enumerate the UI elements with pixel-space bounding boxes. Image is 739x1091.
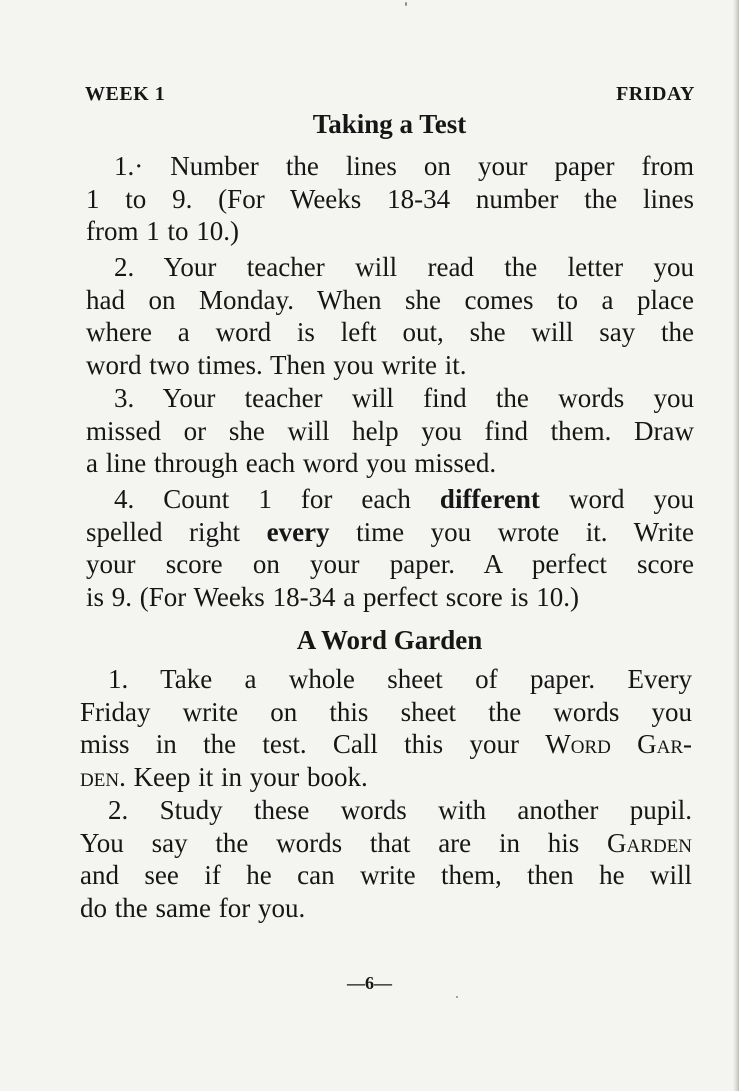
text-line: a line through each word you missed. — [86, 448, 497, 479]
text-line: 1.· Number the lines on your paper from — [114, 151, 694, 181]
header-day: FRIDAY — [616, 83, 695, 105]
section-title-taking-a-test: Taking a Test — [312, 109, 467, 139]
text-line: 1 to 9. (For Weeks 18-34 number the lines — [86, 183, 694, 214]
text-line: is 9. (For Weeks 18-34 a perfect score is 10.) — [86, 581, 579, 612]
paragraph-6 — [80, 794, 692, 924]
text-line: had on Monday. When she comes to a place — [86, 284, 694, 315]
small-caps-word-garden: Word Gar- — [545, 729, 693, 760]
header-week: WEEK 1 — [85, 83, 166, 105]
print-speck — [456, 996, 458, 998]
small-caps-garden: Garden — [607, 827, 692, 858]
page-edge-shadow — [733, 0, 739, 1091]
page-number: —6— — [347, 973, 392, 993]
text-line — [80, 827, 692, 860]
text-run: 4. Count 1 for each — [114, 484, 440, 514]
text-run: . Keep it in your book. — [119, 761, 368, 792]
bold-word-different: different — [439, 484, 540, 514]
text-line — [80, 728, 692, 761]
text-line: 2. Your teacher will read the letter you — [114, 252, 694, 282]
section-title-word-garden: A Word Garden — [296, 625, 483, 655]
text-line: Friday write on this sheet the words you — [80, 696, 692, 727]
text-run: time you wrote it. Write — [329, 516, 694, 547]
text-line — [86, 483, 694, 516]
text-line: missed or she will help you find them. Draw — [86, 415, 694, 446]
print-speck — [405, 2, 407, 6]
paragraph-4 — [86, 483, 694, 613]
text-line: word two times. Then you write it. — [86, 349, 467, 380]
text-line — [86, 516, 694, 549]
bold-word-every: every — [266, 516, 330, 547]
text-line — [80, 761, 692, 794]
paragraph-2 — [86, 251, 694, 381]
text-line: 1. Take a whole sheet of paper. Every — [108, 664, 692, 694]
text-line: do the same for you. — [80, 892, 306, 923]
text-line: where a word is left out, she will say the — [86, 317, 694, 348]
paragraph-3 — [86, 382, 694, 480]
text-line: from 1 to 10.) — [86, 216, 239, 247]
text-run: word you — [539, 484, 694, 514]
text-run: spelled right — [86, 516, 267, 547]
text-line: your score on your paper. A perfect score — [86, 549, 694, 580]
small-caps-den: den — [80, 761, 120, 792]
text-run: You say the words that are in his — [80, 827, 608, 858]
text-line: 2. Study these words with another pupil. — [108, 795, 692, 825]
text-run: miss in the test. Call this your — [80, 729, 546, 760]
paragraph-5 — [80, 663, 692, 793]
text-line: 3. Your teacher will find the words you — [114, 383, 694, 413]
text-line: and see if he can write them, then he will — [80, 860, 692, 891]
paragraph-1 — [86, 150, 694, 248]
